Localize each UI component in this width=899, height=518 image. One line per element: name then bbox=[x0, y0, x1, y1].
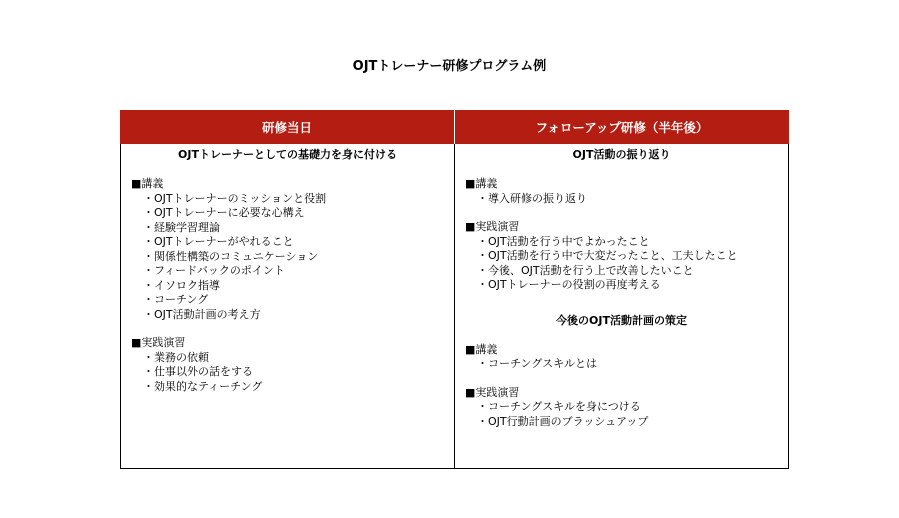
list-item: ・OJT活動を行う中で大変だったこと、工夫したこと bbox=[477, 249, 738, 262]
section-heading: 今後のOJT活動計画の策定 bbox=[556, 313, 687, 327]
block-label-practice: ■実践演習 bbox=[131, 336, 186, 349]
list-item: ・導入研修の振り返り bbox=[477, 191, 587, 205]
list-item: ・業務の依頼 bbox=[143, 350, 209, 364]
block-label-practice: ■実践演習 bbox=[465, 220, 520, 233]
column-training-day bbox=[121, 144, 454, 468]
list-item: ・イソロク指導 bbox=[143, 278, 220, 292]
list-item: ・OJT行動計画のブラッシュアップ bbox=[477, 414, 649, 428]
list-item: ・効果的なティーチング bbox=[143, 379, 263, 393]
list-item: ・OJTトレーナーがやれること bbox=[143, 235, 294, 248]
page-title: OJTトレーナー研修プログラム例 bbox=[352, 59, 547, 74]
list-item: ・フィードバックのポイント bbox=[143, 264, 285, 277]
list-item: ・OJTトレーナーのミッションと役割 bbox=[143, 191, 327, 205]
list-item: ・関係性構築のコミュニケーション bbox=[143, 249, 319, 263]
table-body-row bbox=[120, 144, 789, 469]
block-label-lecture: ■講義 bbox=[131, 177, 164, 190]
table-header-row bbox=[120, 110, 789, 144]
section-heading: OJT活動の振り返り bbox=[572, 148, 671, 161]
block-label-lecture: ■講義 bbox=[465, 342, 498, 356]
list-item: ・コーチング bbox=[143, 293, 209, 306]
block-label-lecture: ■講義 bbox=[465, 177, 498, 190]
list-item: ・仕事以外の話をする bbox=[143, 365, 253, 378]
column-follow-up bbox=[454, 144, 788, 468]
list-item: ・コーチングスキルを身につける bbox=[477, 400, 641, 413]
list-item: ・今後、OJT活動を行う上で改善したいこと bbox=[477, 263, 694, 277]
column-header-follow-up: フォローアップ研修（半年後） bbox=[454, 110, 789, 144]
list-item: ・OJT活動計画の考え方 bbox=[143, 307, 261, 321]
program-table bbox=[120, 110, 789, 469]
list-item: ・経験学習理論 bbox=[143, 220, 220, 234]
column-header-training-day: 研修当日 bbox=[120, 110, 454, 144]
list-item: ・OJTトレーナーに必要な心構え bbox=[143, 206, 305, 219]
list-item: ・コーチングスキルとは bbox=[477, 357, 598, 370]
list-item: ・OJTトレーナーの役割の再度考える bbox=[477, 278, 661, 291]
section-heading: OJTトレーナーとしての基礎力を身に付ける bbox=[178, 148, 397, 161]
block-label-practice: ■実践演習 bbox=[465, 385, 520, 399]
list-item: ・OJT活動を行う中でよかったこと bbox=[477, 234, 650, 248]
